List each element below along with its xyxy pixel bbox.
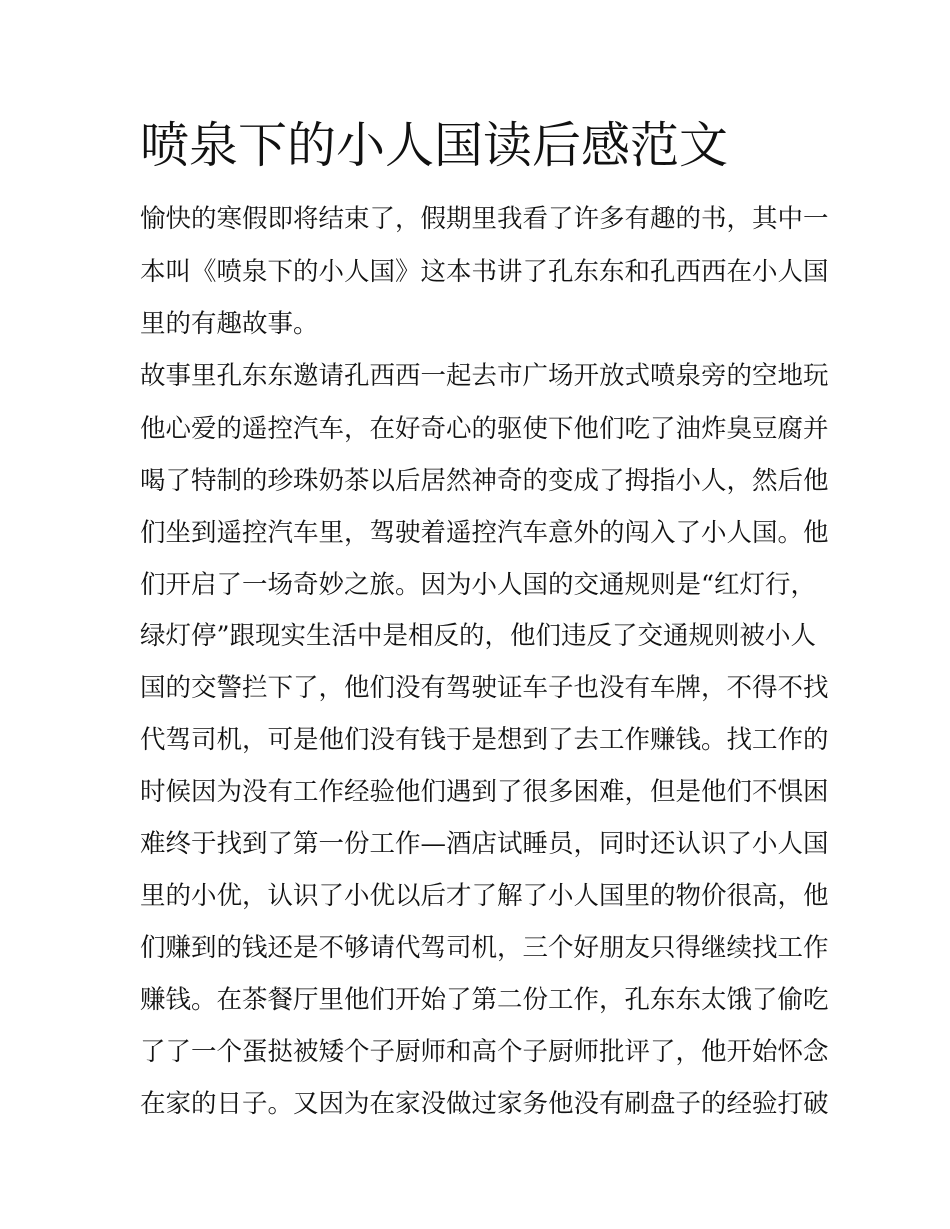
body-line: 愉快的寒假即将结束了，假期里我看了许多有趣的书，其中一 xyxy=(140,204,829,234)
body-line: 在家的日子。又因为在家没做过家务他没有刷盘子的经验打破 xyxy=(140,1089,829,1119)
body-line: 他心爱的遥控汽车，在好奇心的驱使下他们吃了油炸臭豆腐并 xyxy=(140,414,829,444)
body-line: 难终于找到了第一份工作—酒店试睡员，同时还认识了小人国 xyxy=(140,829,829,859)
body-line: 本叫《喷泉下的小人国》这本书讲了孔东东和孔西西在小人国 xyxy=(140,257,829,287)
body-line: 们赚到的钱还是不够请代驾司机，三个好朋友只得继续找工作 xyxy=(140,933,829,963)
body-line: 代驾司机，可是他们没有钱于是想到了去工作赚钱。找工作的 xyxy=(140,725,829,755)
body-line: 里的有趣故事。 xyxy=(140,309,319,339)
body-line: 时候因为没有工作经验他们遇到了很多困难，但是他们不惧困 xyxy=(140,777,829,807)
body-line: 喝了特制的珍珠奶茶以后居然神奇的变成了拇指小人，然后他 xyxy=(140,466,829,496)
body-line: 国的交警拦下了，他们没有驾驶证车子也没有车牌，不得不找 xyxy=(140,673,829,703)
body-line: 们开启了一场奇妙之旅。因为小人国的交通规则是“红灯行， xyxy=(140,570,817,600)
body-line: 故事里孔东东邀请孔西西一起去市广场开放式喷泉旁的空地玩 xyxy=(140,361,829,391)
body-line: 绿灯停”跟现实生活中是相反的，他们违反了交通规则被小人 xyxy=(140,621,817,651)
document-title: 喷泉下的小人国读后感范文 xyxy=(140,117,729,174)
body-line: 里的小优，认识了小优以后才了解了小人国里的物价很高，他 xyxy=(140,881,829,911)
body-line: 们坐到遥控汽车里，驾驶着遥控汽车意外的闯入了小人国。他 xyxy=(140,518,829,548)
body-line: 了了一个蛋挞被矮个子厨师和高个子厨师批评了，他开始怀念 xyxy=(140,1037,829,1067)
body-line: 赚钱。在茶餐厅里他们开始了第二份工作，孔东东太饿了偷吃 xyxy=(140,985,829,1015)
